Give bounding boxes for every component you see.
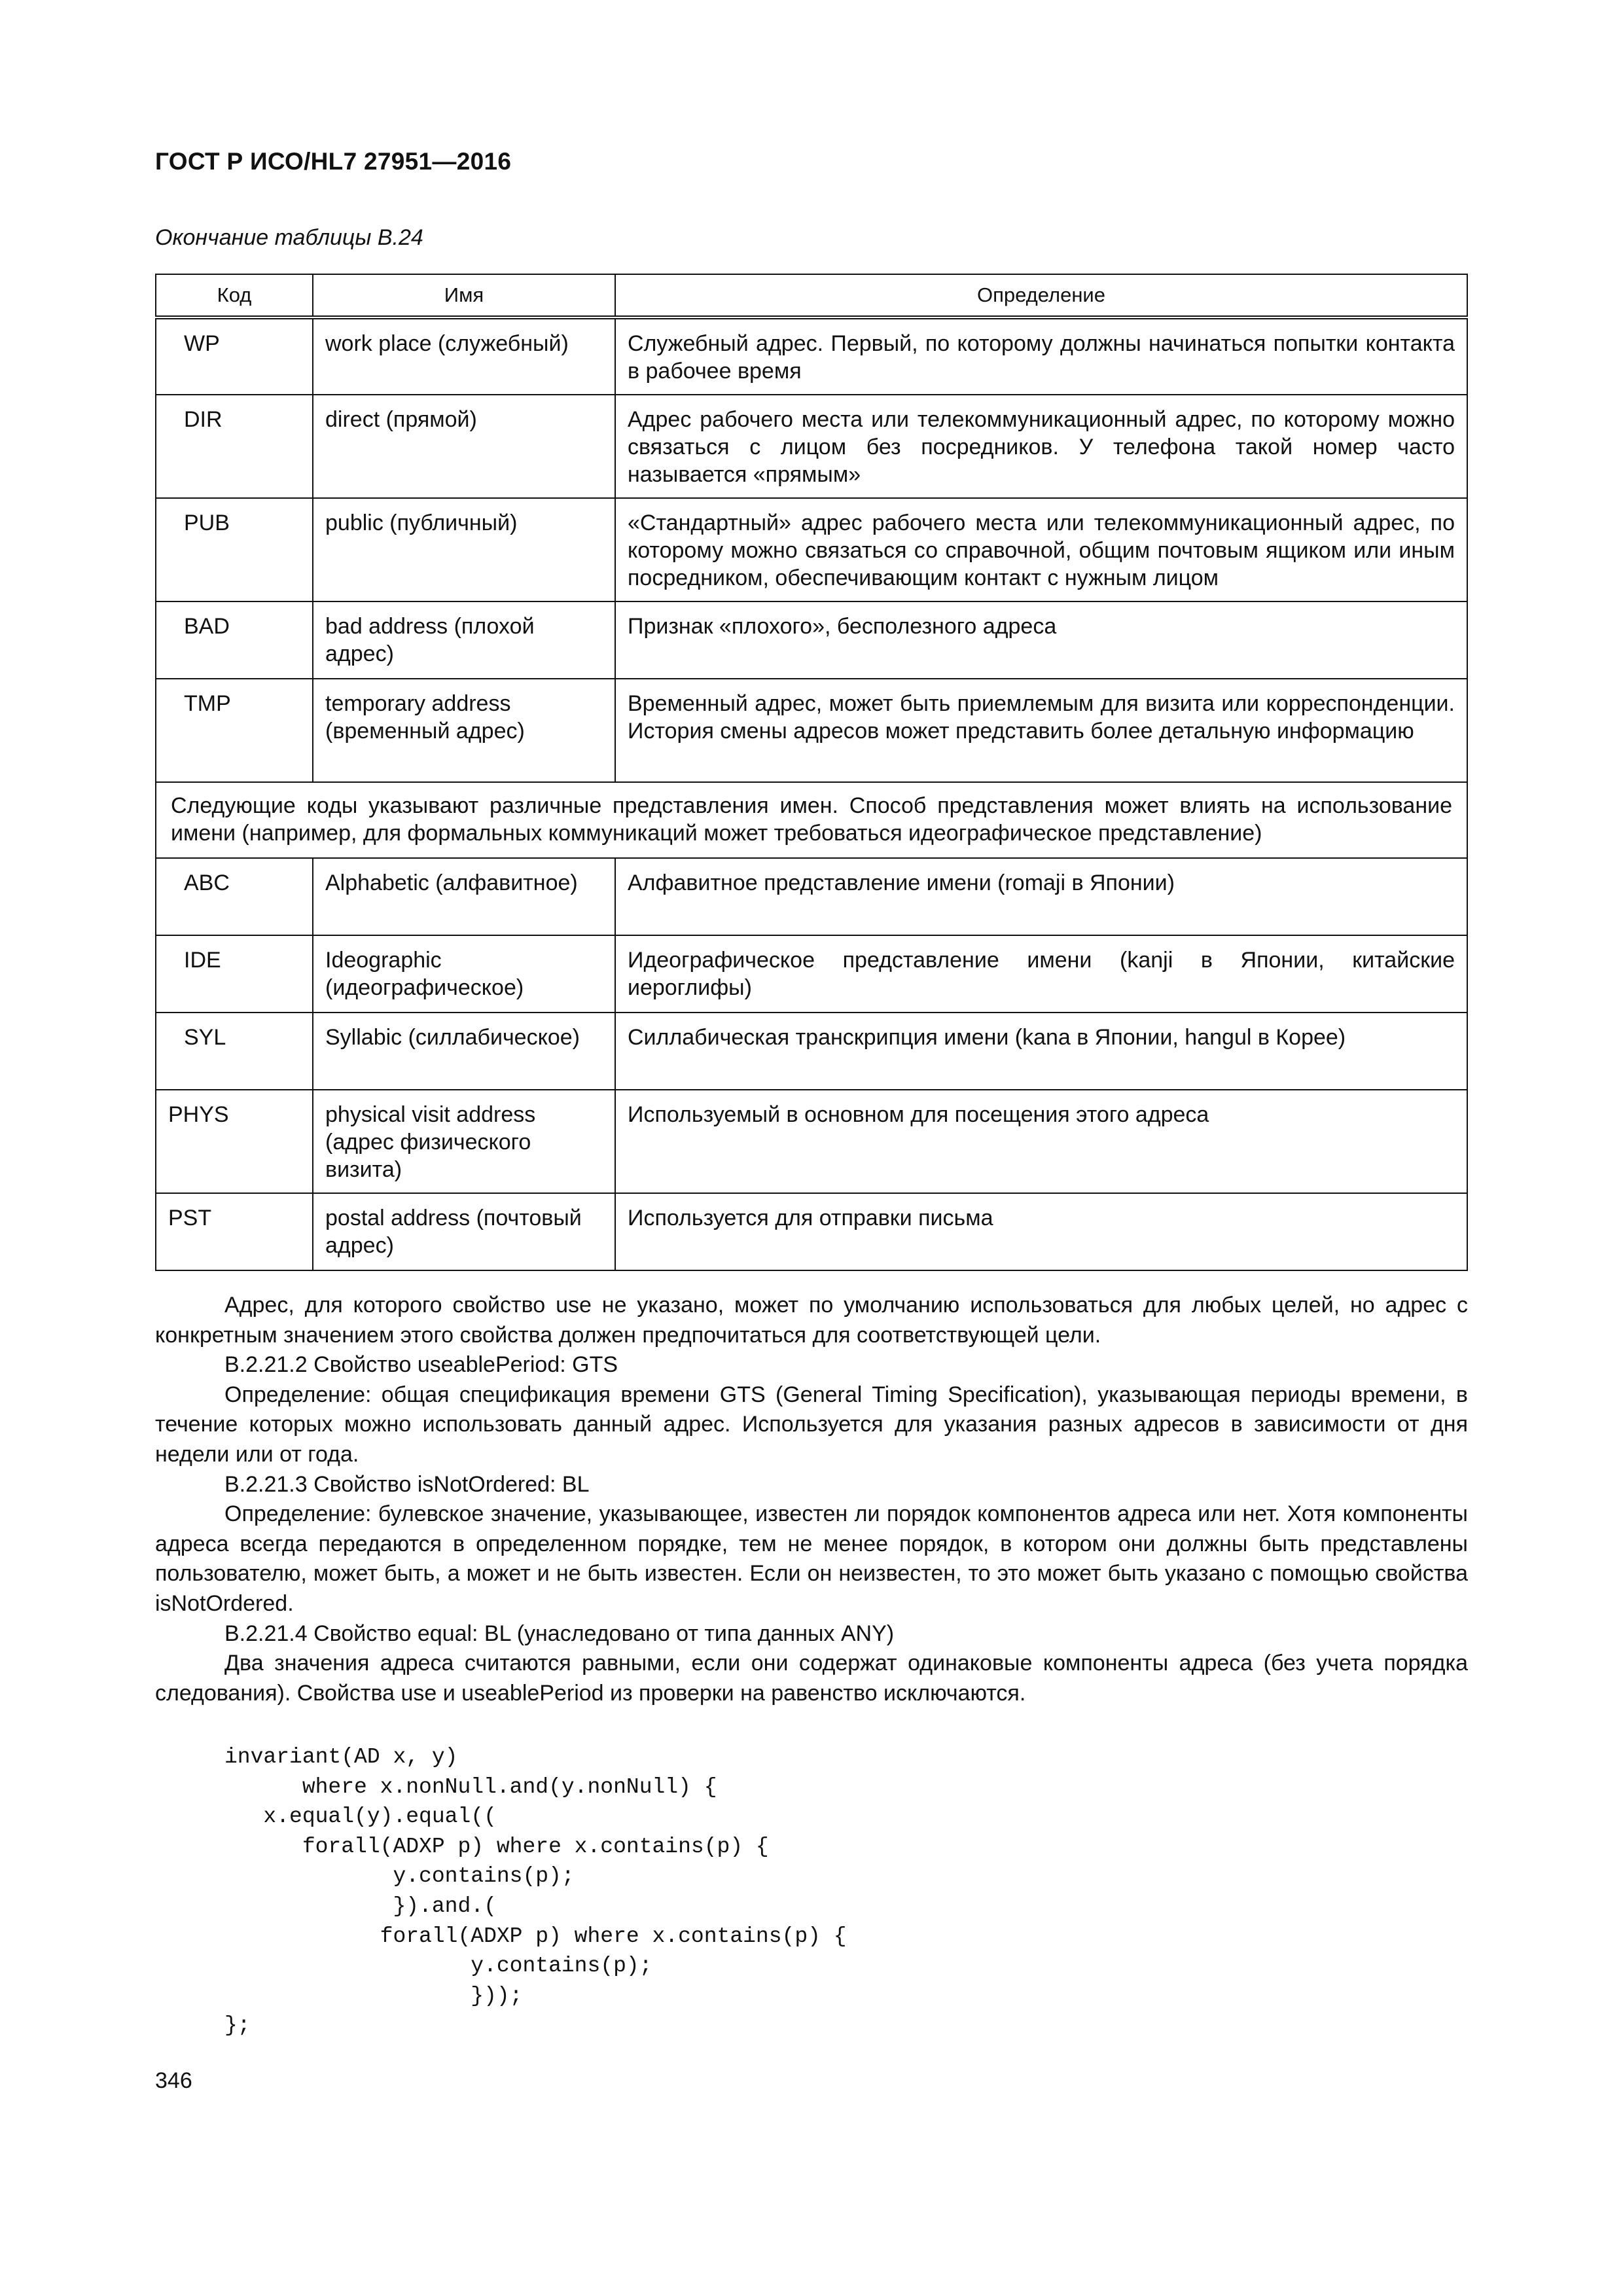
code-line: forall(ADXP p) where x.contains(p) {	[224, 1834, 769, 1859]
cell-code: SYL	[156, 1013, 313, 1090]
table-row	[156, 1013, 1467, 1090]
column-header-name: Имя	[313, 274, 615, 317]
table-header-row	[156, 274, 1467, 317]
table-row	[156, 498, 1467, 601]
cell-code: BAD	[156, 601, 313, 679]
table-row	[156, 1090, 1467, 1193]
cell-code: PST	[156, 1193, 313, 1270]
section-heading: В.2.21.4 Свойство equal: BL (унаследовано от типа данных ANY)	[224, 1621, 895, 1646]
cell-name: direct (прямой)	[313, 395, 615, 498]
cell-code: ABC	[156, 858, 313, 935]
cell-name: postal address (почтовый адрес)	[313, 1193, 615, 1270]
column-header-code: Код	[156, 274, 313, 317]
table-row	[156, 935, 1467, 1013]
cell-code: DIR	[156, 395, 313, 498]
cell-name: Ideographic (идеографическое)	[313, 935, 615, 1013]
cell-code: TMP	[156, 679, 313, 782]
section-heading: В.2.21.2 Свойство useablePeriod: GTS	[224, 1352, 618, 1378]
table-caption: Окончание таблицы В.24	[155, 225, 423, 250]
cell-name: Alphabetic (алфавитное)	[313, 858, 615, 935]
code-line: where x.nonNull.and(y.nonNull) {	[224, 1774, 717, 1799]
cell-definition: Используемый в основном для посещения этого адреса	[615, 1090, 1467, 1193]
code-line: };	[224, 2013, 251, 2038]
paragraph: Определение: булевское значение, указывающее, известен ли порядок компонентов адреса или нет. Хотя компоненты адреса всегда передаются в определенном порядке, тем не менее порядок, в котором они должны быть представлены пользователю, может быть, а может и не быть известен. Если он неизвестен, то это может быть указано с помощью свойства isNotOrdered.	[155, 1501, 1468, 1616]
code-line: y.contains(p);	[224, 1954, 652, 1979]
cell-definition: Используется для отправки письма	[615, 1193, 1467, 1270]
cell-definition: Признак «плохого», бесполезного адреса	[615, 601, 1467, 679]
cell-definition: Силлабическая транскрипция имени (kana в Японии, hangul в Корее)	[615, 1013, 1467, 1090]
code-line: invariant(AD x, y)	[224, 1745, 458, 1769]
table-row	[156, 858, 1467, 935]
cell-definition: Временный адрес, может быть приемлемым для визита или корреспонденции. История смены адресов может представить более детальную информацию	[615, 679, 1467, 782]
paragraph: Определение: общая спецификация времени GTS (General Timing Specification), указывающая периоды времени, в течение которых можно использовать данный адрес. Используется для указания разных адресов в зависимости от дня недели или от года.	[155, 1382, 1468, 1467]
table-note-row	[156, 782, 1467, 858]
table-row	[156, 317, 1467, 395]
cell-definition: «Стандартный» адрес рабочего места или телекоммуникационный адрес, по которому можно связаться со справочной, общим почтовым ящиком или иным посредником, обеспечивающим контакт с нужным лицом	[615, 498, 1467, 601]
table-row	[156, 395, 1467, 498]
page-number: 346	[155, 2068, 192, 2093]
code-line: x.equal(y).equal((	[224, 1804, 497, 1829]
table-row	[156, 1193, 1467, 1270]
column-header-definition: Определение	[615, 274, 1467, 317]
code-line: }).and.(	[224, 1893, 497, 1918]
cell-code: PUB	[156, 498, 313, 601]
table-note: Следующие коды указывают различные представления имен. Способ представления может влиять на использование имени (например, для формальных коммуникаций может требоваться идеографическое представление)	[156, 782, 1467, 858]
paragraph: Два значения адреса считаются равными, если они содержат одинаковые компоненты адреса (без учета порядка следования). Свойства use и useablePeriod из проверки на равенство исключаются.	[155, 1651, 1468, 1706]
code-line: y.contains(p);	[224, 1864, 575, 1889]
cell-code: PHYS	[156, 1090, 313, 1193]
cell-name: Syllabic (силлабическое)	[313, 1013, 615, 1090]
cell-code: WP	[156, 317, 313, 395]
paragraph: Адрес, для которого свойство use не указано, может по умолчанию использоваться для любых целей, но адрес с конкретным значением этого свойства должен предпочитаться для соответствующей цели.	[155, 1293, 1468, 1348]
cell-code: IDE	[156, 935, 313, 1013]
cell-name: bad address (плохой адрес)	[313, 601, 615, 679]
cell-definition: Алфавитное представление имени (romaji в Японии)	[615, 858, 1467, 935]
table-row	[156, 679, 1467, 782]
section-heading: В.2.21.3 Свойство isNotOrdered: BL	[224, 1471, 590, 1497]
table-row	[156, 601, 1467, 679]
code-line: forall(ADXP p) where x.contains(p) {	[224, 1924, 847, 1948]
cell-definition: Идеографическое представление имени (kanji в Японии, китайские иероглифы)	[615, 935, 1467, 1013]
code-line: }));	[224, 1983, 523, 2008]
cell-name: temporary address (временный адрес)	[313, 679, 615, 782]
cell-name: public (публичный)	[313, 498, 615, 601]
cell-name: physical visit address (адрес физического визита)	[313, 1090, 615, 1193]
cell-definition: Служебный адрес. Первый, по которому должны начинаться попытки контакта в рабочее время	[615, 317, 1467, 395]
document-header: ГОСТ Р ИСО/HL7 27951—2016	[155, 148, 512, 175]
codes-table	[155, 274, 1468, 1271]
cell-name: work place (служебный)	[313, 317, 615, 395]
code-block	[224, 1742, 847, 2041]
body-text	[155, 1291, 1468, 1708]
cell-definition: Адрес рабочего места или телекоммуникационный адрес, по которому можно связаться с лицом без посредников. У телефона такой номер часто называется «прямым»	[615, 395, 1467, 498]
